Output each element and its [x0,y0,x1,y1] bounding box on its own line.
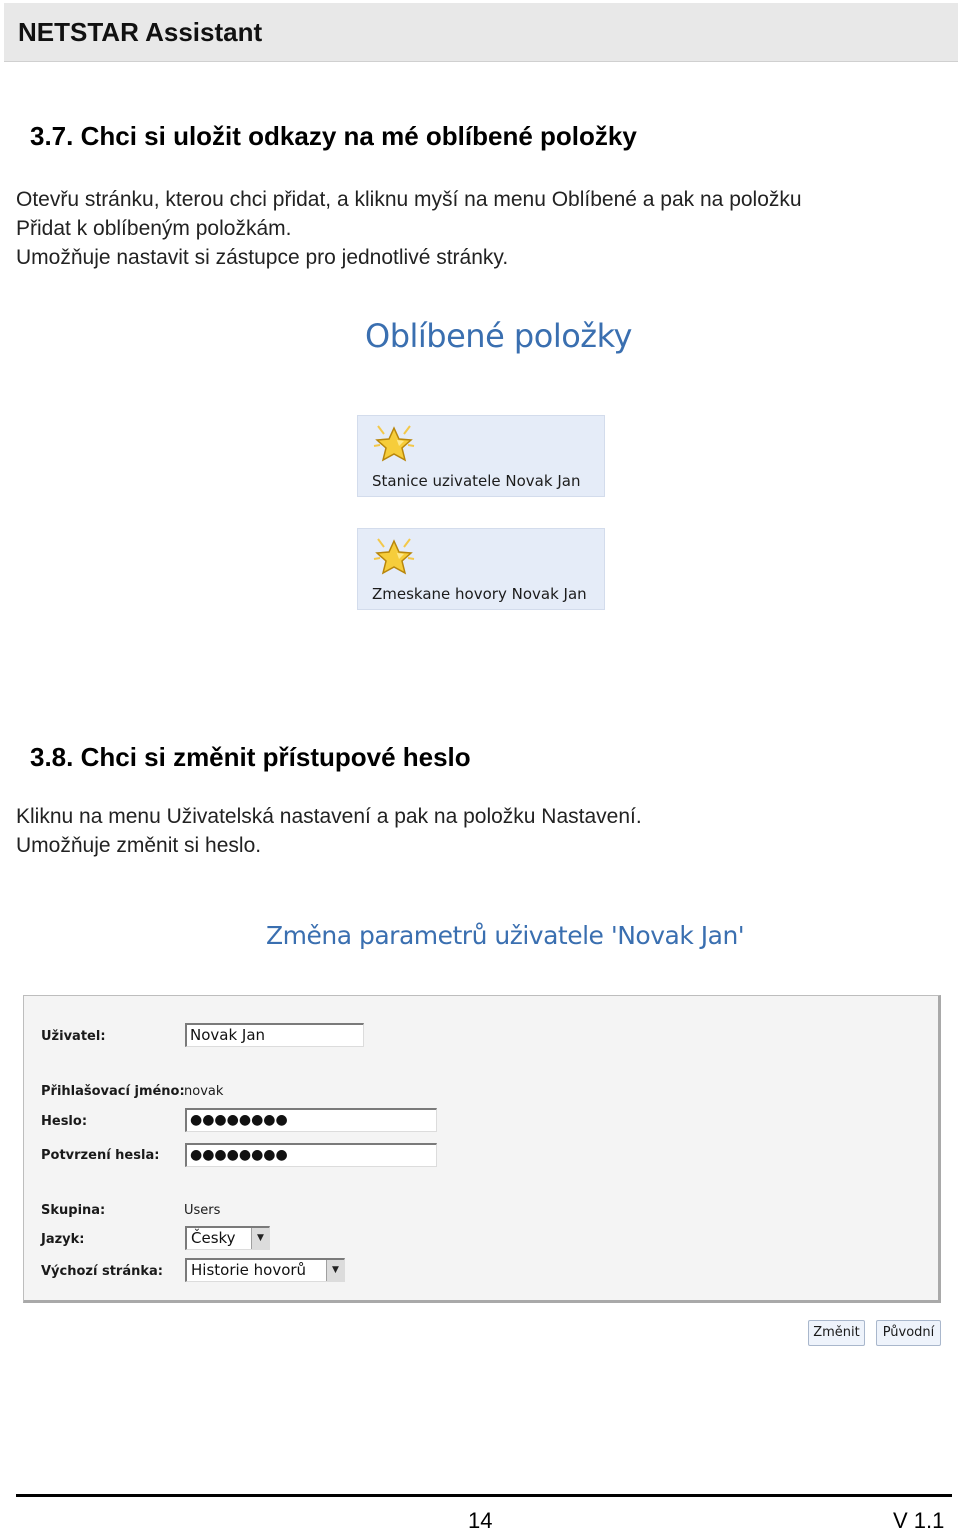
chevron-down-icon[interactable]: ▼ [251,1228,269,1249]
user-settings-form [23,995,941,1303]
login-value: novak [184,1084,224,1099]
start-page-label: Výchozí stránka: [41,1264,163,1279]
language-select[interactable] [185,1226,270,1250]
star-icon [370,420,418,468]
paragraph-line: Kliknu na menu Uživatelská nastavení a pak na položku Nastavení. [16,805,642,828]
footer-divider [16,1494,952,1497]
document-version: V 1.1 [893,1508,945,1533]
paragraph-line: Umožňuje nastavit si zástupce pro jednotlivé stránky. [16,246,509,269]
favorite-item-label: Stanice uzivatele Novak Jan [372,472,581,490]
language-select-value: Česky [191,1229,236,1247]
favorite-item-label: Zmeskane hovory Novak Jan [372,585,587,603]
paragraph-line: Umožňuje změnit si heslo. [16,834,262,857]
language-label: Jazyk: [41,1232,85,1247]
paragraph-line: Otevřu stránku, kterou chci přidat, a kliknu myší na menu Oblíbené a pak na položku [16,188,802,211]
star-icon [370,533,418,581]
password-input[interactable]: ●●●●●●●● [185,1108,437,1132]
start-page-select-value: Historie hovorů [191,1261,307,1279]
favorite-item[interactable] [357,415,605,497]
original-button[interactable]: Původní [876,1320,941,1346]
paragraph-line: Přidat k oblíbeným položkám. [16,217,292,240]
password-label: Heslo: [41,1114,88,1129]
document-header [4,3,958,62]
chevron-down-icon[interactable]: ▼ [326,1260,344,1281]
group-value: Users [184,1203,221,1218]
favorites-title: Oblíbené položky [365,317,632,355]
confirm-password-label: Potvrzení hesla: [41,1148,160,1163]
confirm-password-input[interactable]: ●●●●●●●● [185,1143,437,1167]
favorite-item[interactable] [357,528,605,610]
start-page-select[interactable] [185,1258,345,1282]
login-label: Přihlašovací jméno: [41,1084,185,1099]
group-label: Skupina: [41,1203,106,1218]
document-title: NETSTAR Assistant [18,17,263,47]
user-input[interactable]: Novak Jan [185,1023,364,1047]
user-label: Uživatel: [41,1029,106,1044]
change-button[interactable]: Změnit [808,1320,865,1346]
page-number: 14 [468,1508,493,1533]
section-heading-3-7: 3.7. Chci si uložit odkazy na mé oblíbené položky [30,121,637,151]
user-settings-title: Změna parametrů uživatele 'Novak Jan' [266,921,745,950]
section-heading-3-8: 3.8. Chci si změnit přístupové heslo [30,742,471,772]
